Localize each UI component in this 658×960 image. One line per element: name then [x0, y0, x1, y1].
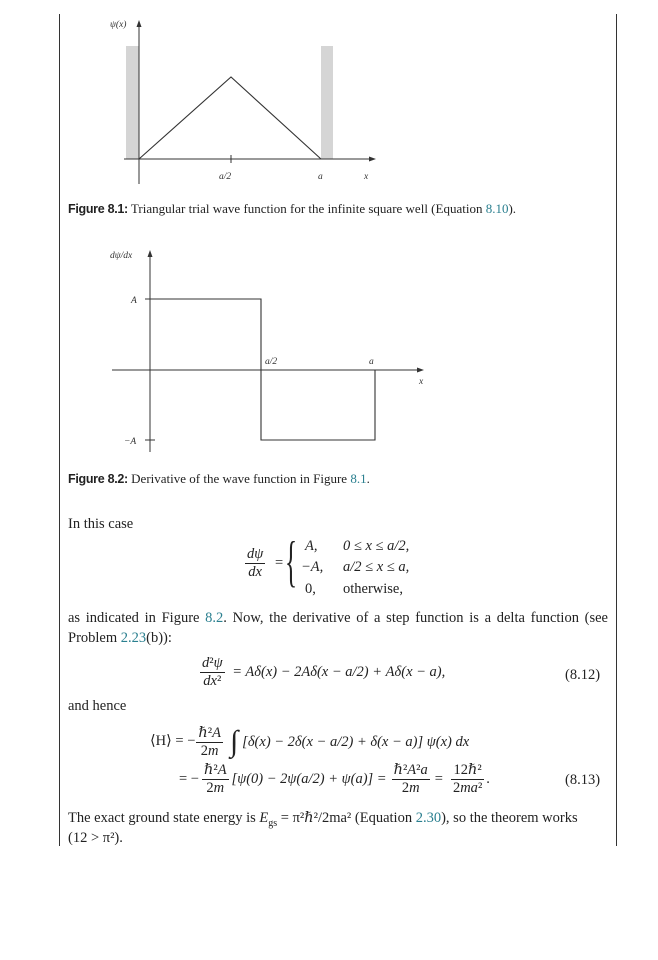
period: .	[486, 770, 490, 787]
ground-state-paragraph: The exact ground state energy is $E_{gs}$ = π²ℏ²/2ma² (Equation 2.30), so the theorem works	[68, 810, 578, 829]
figure-8-2	[110, 250, 424, 452]
hbar-A2-a-over-2m: $\frac{\text{ℏ²A²a}}{2m}$	[393, 762, 428, 796]
left-brace: {	[285, 531, 298, 593]
case-value: −A,	[301, 559, 324, 575]
figure-8-1-caption	[68, 201, 516, 217]
hbar-A-over-2m: $\frac{\text{ℏ²A}}{2m}$	[203, 762, 227, 796]
x-axis-label: x	[364, 172, 369, 182]
integral-sign: ∫	[229, 725, 239, 758]
left-wall	[126, 46, 139, 159]
equation-number-8-13: (8.13)	[565, 772, 601, 788]
caption-label: Figure 8.1:	[68, 202, 128, 216]
caption-label: Figure 8.2:	[68, 472, 128, 486]
case-value: A,	[305, 538, 318, 554]
x-axis-arrow	[417, 368, 424, 373]
expectation-lhs: ⟨H⟩ = −	[150, 733, 196, 749]
equation-8-13-line-1	[150, 720, 469, 760]
tick-label-a-half: a/2	[265, 357, 278, 367]
tick-label-A: A	[131, 296, 137, 306]
psi-axis-label: ψ(x)	[110, 20, 127, 30]
case-condition: a/2 ≤ x ≤ a,	[343, 559, 410, 575]
twelve-hbar-over-2ma2: $\frac{\text{12ℏ²}}{\text{2ma²}}$	[452, 762, 483, 796]
equation-link[interactable]: 2.30	[415, 810, 442, 826]
caption-text: Triangular trial wave function for the infinite square well (Equation	[127, 201, 486, 216]
tick-label-a: a	[369, 357, 374, 367]
dpsi-dx-fraction: $\frac{d\psi}{dx}$	[247, 546, 264, 580]
case-condition: otherwise,	[343, 581, 403, 597]
problem-link[interactable]: 2.23	[120, 630, 147, 646]
equals-sign: =	[275, 555, 284, 571]
triangle-wavefunction	[139, 77, 321, 159]
energy-subscript: gs	[268, 817, 278, 829]
equation-rhs: = Aδ(x) − 2Aδ(x − a/2) + Aδ(x − a),	[232, 663, 446, 680]
equals-minus: = −	[179, 770, 199, 787]
figure-link[interactable]: 8.2	[205, 610, 224, 626]
tick-label-a-half: a/2	[219, 172, 232, 182]
and-hence-text: and hence	[68, 698, 127, 714]
paragraph-step-delta: as indicated in Figure 8.2. Now, the derivative of a step function is a delta function (see Problem 2.23(b)):	[68, 610, 608, 646]
case-condition: 0 ≤ x ≤ a/2,	[343, 538, 410, 554]
right-wall	[321, 46, 333, 159]
caption-end: .	[366, 471, 370, 486]
figure-link[interactable]: 8.1	[350, 471, 367, 486]
integrand: [δ(x) − 2δ(x − a/2) + δ(x − a)] ψ(x) dx	[242, 734, 470, 750]
caption-end: ).	[508, 201, 517, 216]
y-axis-arrow	[137, 20, 142, 27]
energy-symbol: E	[259, 810, 269, 826]
equation-link[interactable]: 8.10	[485, 201, 509, 216]
x-axis-arrow	[369, 157, 376, 162]
equation-8-12	[200, 655, 445, 690]
figure-8-2-caption	[68, 471, 370, 487]
equals-sign: =	[434, 770, 443, 787]
case-value: 0,	[305, 581, 316, 597]
tick-label-minus-A: −A	[124, 437, 137, 447]
dpsi-dx-axis-label: dψ/dx	[110, 251, 133, 261]
second-derivative-fraction: $\frac{\text{d²ψ}}{\text{dx²}}$	[202, 655, 223, 689]
tick-label-a: a	[318, 172, 323, 182]
y-axis-arrow	[148, 250, 153, 257]
x-axis-label: x	[419, 377, 424, 387]
in-this-case-text: In this case	[68, 516, 134, 532]
bracket-expression: [ψ(0) − 2ψ(a/2) + ψ(a)] =	[231, 770, 387, 787]
hbar-A-over-2m: $\frac{\text{ℏ²A}}{2m}$	[198, 725, 221, 760]
inequality-line: (12 > π²).	[68, 830, 123, 846]
figure-8-1	[110, 19, 376, 184]
equation-8-13-line-2	[179, 762, 490, 797]
equation-number-8-12: (8.12)	[565, 667, 601, 683]
caption-text: Derivative of the wave function in Figure	[127, 471, 351, 486]
